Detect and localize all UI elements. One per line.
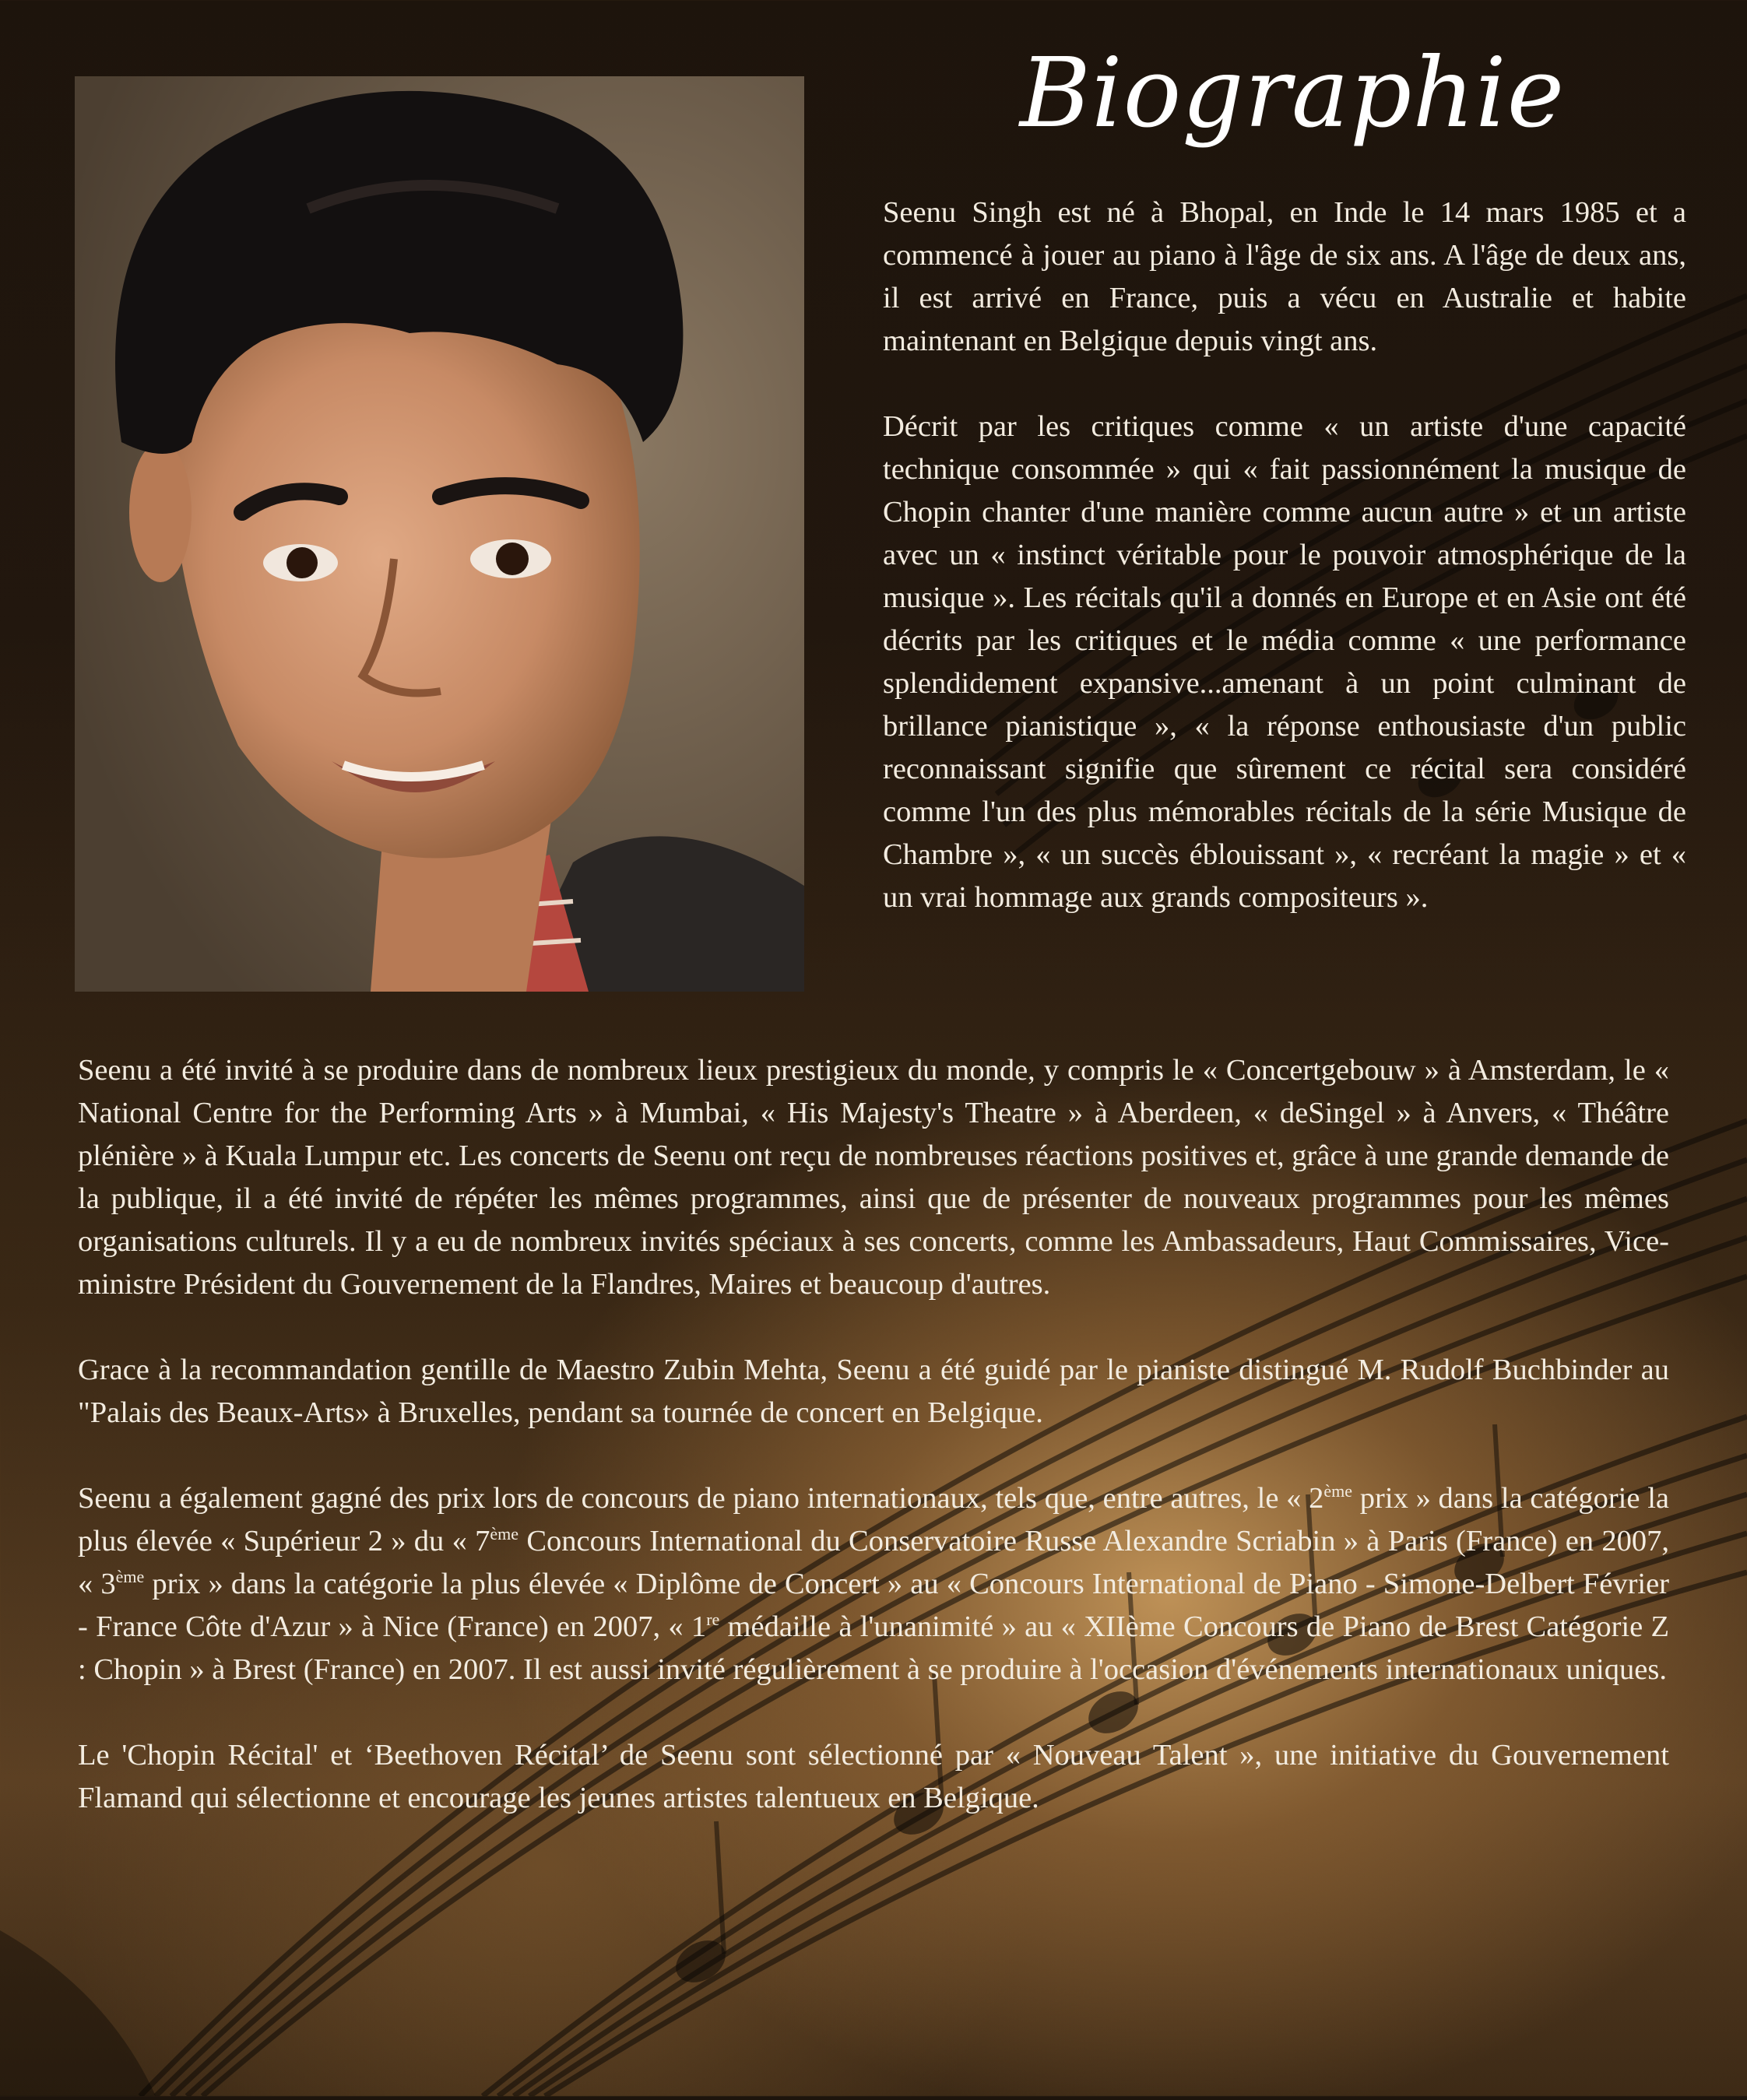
body-text xyxy=(78,1049,1669,1820)
bio-paragraph-1: Seenu Singh est né à Bhopal, en Inde le 14 mars 1985 et a commencé à jouer au piano à l'âge de six ans. A l'âge de deux ans, il est arrivé en France, puis a vécu en Australie et habite maintenant en Belgique depuis vingt ans. xyxy=(883,196,1686,357)
superscript: ème xyxy=(490,1524,519,1543)
paragraph-spacer xyxy=(78,1435,1669,1477)
bio-paragraph-3: Seenu a été invité à se produire dans de nombreux lieux prestigieux du monde, y compris le « Concertgebouw » à Amsterdam, le « National Centre for the Performing Arts » à Mumbai, « His Majesty's Theatre » à Aberdeen, « deSingel » à Anvers, « Théâtre plénière » à Kuala Lumpur etc. Les concerts de Seenu ont reçu de nombreuses réactions positives et, grâce à une grande demande de la publique, il a été invité de répéter les mêmes programmes, ainsi que de présenter de nouveaux programmes pour les mêmes organisations culturels. Il y a eu de nombreux invités spéciaux à ses concerts, comme les Ambassadeurs, Haut Commissaires, Vice-ministre Président du Gouvernement de la Flandres, Maires et beaucoup d'autres. xyxy=(78,1054,1669,1301)
text-run: Concours International du Conservatoire Russe Alexandre Scriabin » à Paris (France) en 2007, « 3 xyxy=(78,1525,1669,1600)
text-run: prix » dans la catégorie la plus élevée « Supérieur 2 » du « 7 xyxy=(78,1482,1669,1557)
text-run: Seenu a également gagné des prix lors de concours de piano internationaux, tels que, entre autres, le « 2 xyxy=(78,1482,1324,1515)
text-run: prix » dans la catégorie la plus élevée « Diplôme de Concert » au « Concours International de Piano - Simone-Delbert Février - France Côte d'Azur » à Nice (France) en 2007, « 1 xyxy=(78,1568,1670,1643)
superscript: re xyxy=(706,1610,720,1629)
paragraph-spacer xyxy=(78,1306,1669,1349)
portrait-illustration xyxy=(75,76,804,992)
superscript: ème xyxy=(115,1567,145,1586)
bio-paragraph-6: Le 'Chopin Récital' et ‘Beethoven Récital’ de Seenu sont sélectionné par « Nouveau Talent », une initiative du Gouvernement Flamand qui sélectionne et encourage les jeunes artistes talentueux en Belgique. xyxy=(78,1739,1669,1814)
page-title: Biographie xyxy=(1019,37,1566,149)
superscript: ème xyxy=(1323,1481,1353,1501)
bio-paragraph-4: Grace à la recommandation gentille de Maestro Zubin Mehta, Seenu a été guidé par le pianiste distingué M. Rudolf Buchbinder au "Palais des Beaux-Arts» à Bruxelles, pendant sa tournée de concert en Belgique. xyxy=(78,1354,1669,1429)
intro-text xyxy=(883,191,1686,919)
text-run: médaille à l'unanimité » au « XIIème Concours de Piano de Brest Catégorie Z : Chopin » à Brest (France) en 2007. Il est aussi invité régulièrement à se produire à l'occasion d'événements internationaux uniques. xyxy=(78,1610,1669,1686)
bio-paragraph-5 xyxy=(78,1477,1669,1691)
portrait-photo xyxy=(75,76,804,992)
paragraph-spacer xyxy=(78,1691,1669,1734)
bio-paragraph-2: Décrit par les critiques comme « un artiste d'une capacité technique consommée » qui « fait passionnément la musique de Chopin chanter d'une manière comme aucun autre » et un artiste avec un « instinct véritable pour le pouvoir atmosphérique de la musique ». Les récitals qu'il a donnés en Europe et en Asie ont été décrits par les critiques et le média comme « une performance splendidement expansive...amenant à un point culminant de brillance pianistique », « la réponse enthousiaste d'un public reconnaissant signifie que sûrement ce récital sera considéré comme l'un des plus mémorables récitals de la série Musique de Chambre », « un succès éblouissant », « recréant la magie » et « un vrai hommage aux grands compositeurs ». xyxy=(883,410,1686,914)
paragraph-spacer xyxy=(883,363,1686,406)
